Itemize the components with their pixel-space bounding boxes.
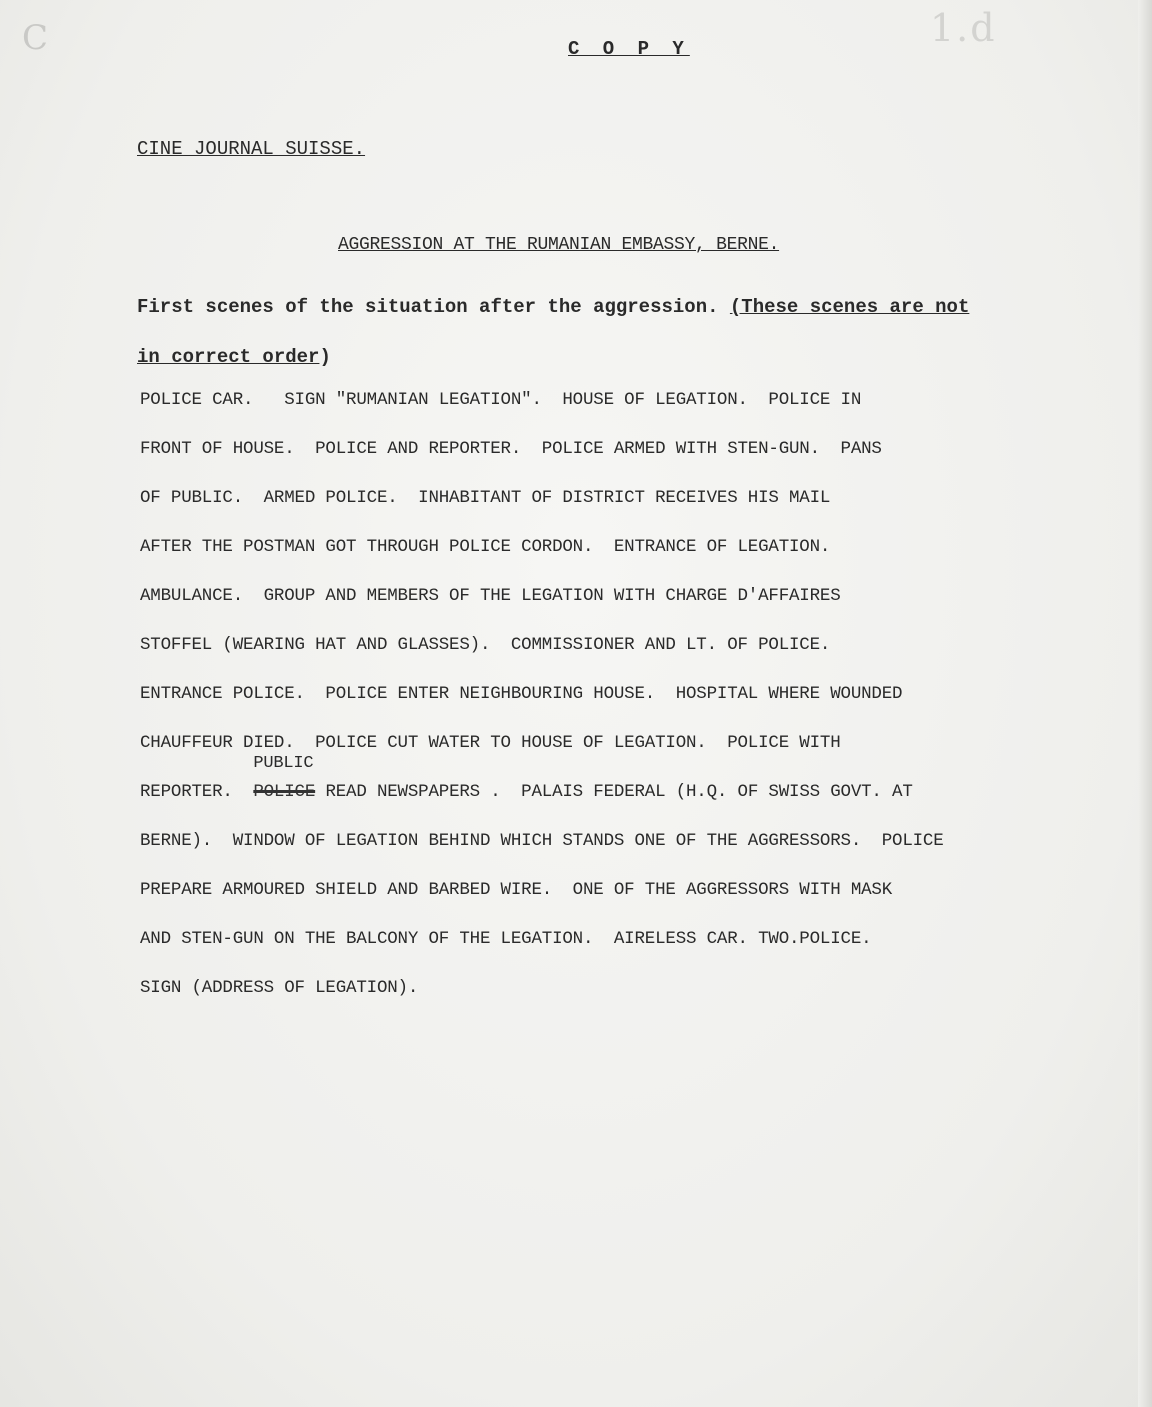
shot-line-11: PREPARE ARMOURED SHIELD AND BARBED WIRE. ONE OF THE AGGRESSORS WITH MASK: [140, 880, 893, 900]
line9-end: READ NEWSPAPERS . PALAIS FEDERAL (H.Q. OF SWISS GOVT. AT: [315, 782, 913, 802]
shot-line-1: POLICE CAR. SIGN "RUMANIAN LEGATION". HOUSE OF LEGATION. POLICE IN: [140, 390, 862, 410]
line9-start: REPORTER.: [140, 782, 254, 802]
shot-line-4: AFTER THE POSTMAN GOT THROUGH POLICE CORDON. ENTRANCE OF LEGATION.: [140, 537, 831, 557]
shot-line-3: OF PUBLIC. ARMED POLICE. INHABITANT OF DISTRICT RECEIVES HIS MAIL: [140, 488, 831, 508]
page-edge-shadow: [1138, 0, 1152, 1407]
shot-line-13: SIGN (ADDRESS OF LEGATION).: [140, 978, 419, 998]
shot-line-7: ENTRANCE POLICE. POLICE ENTER NEIGHBOURING HOUSE. HOSPITAL WHERE WOUNDED: [140, 684, 903, 704]
copy-heading: C O P Y: [568, 38, 690, 60]
intro-note-close: ): [319, 346, 331, 368]
story-title: AGGRESSION AT THE RUMANIAN EMBASSY, BERNE.: [338, 235, 780, 255]
shot-line-8: CHAUFFEUR DIED. POLICE CUT WATER TO HOUSE OF LEGATION. POLICE WITH: [140, 733, 841, 753]
shot-line-6: STOFFEL (WEARING HAT AND GLASSES). COMMISSIONER AND LT. OF POLICE.: [140, 635, 831, 655]
intro-note-line1: (These scenes are not: [729, 296, 970, 318]
struck-word: POLICE: [253, 782, 316, 802]
archive-pencil-mark: 1.d: [930, 6, 997, 50]
shot-line-2: FRONT OF HOUSE. POLICE AND REPORTER. POLICE ARMED WITH STEN-GUN. PANS: [140, 439, 882, 459]
shot-line-5: AMBULANCE. GROUP AND MEMBERS OF THE LEGATION WITH CHARGE D'AFFAIRES: [140, 586, 841, 606]
correction: [253, 754, 316, 802]
shot-line-12: AND STEN-GUN ON THE BALCONY OF THE LEGATION. AIRELESS CAR. TWO.POLICE.: [140, 929, 872, 949]
intro-paragraph: [137, 282, 1087, 382]
inserted-word: PUBLIC: [253, 754, 314, 773]
journal-title: CINE JOURNAL SUISSE.: [137, 138, 366, 160]
intro-text: First scenes of the situation after the aggression.: [137, 296, 730, 318]
shot-line-9: [140, 754, 913, 802]
intro-note-line2: in correct order: [137, 346, 320, 368]
corner-pencil-mark: C: [22, 18, 49, 58]
shot-line-10: BERNE). WINDOW OF LEGATION BEHIND WHICH STANDS ONE OF THE AGGRESSORS. POLICE: [140, 831, 944, 851]
